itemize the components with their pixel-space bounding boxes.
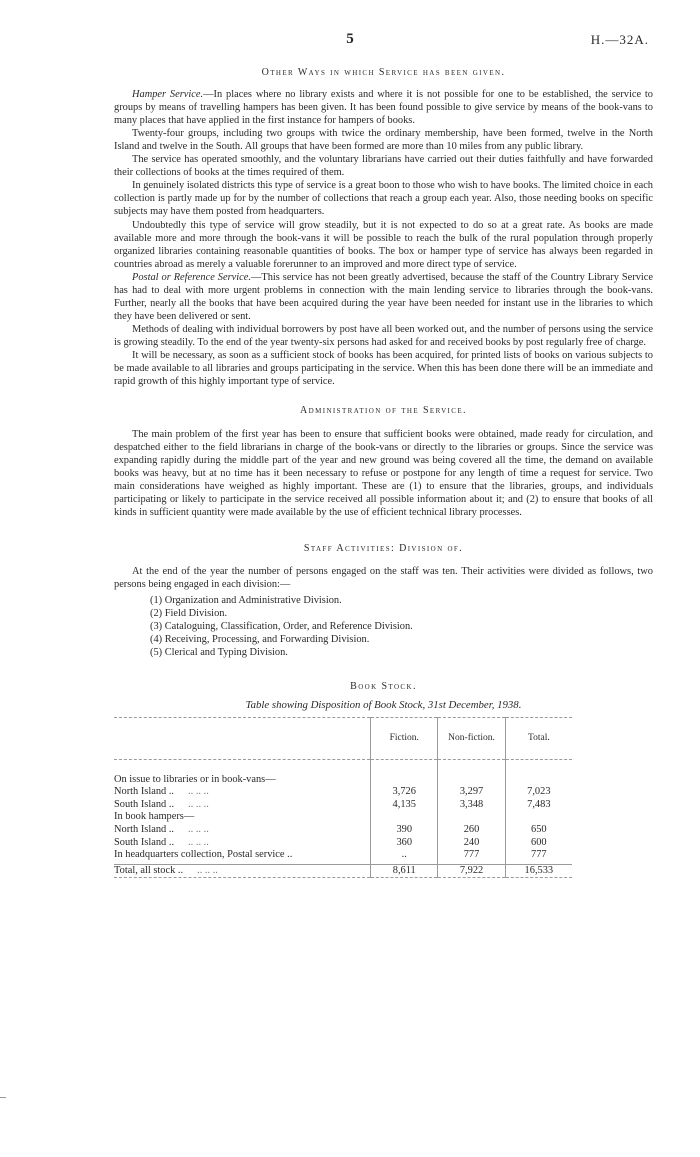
division-item: (3) Cataloguing, Classification, Order, and Reference Division. (150, 620, 413, 632)
table-row (114, 799, 572, 812)
page-content (114, 66, 653, 878)
division-item: (2) Field Division. (150, 607, 228, 619)
table-row (114, 786, 572, 799)
group-label: In book hampers— (114, 811, 195, 823)
cell-nonfiction: 3,348 (438, 799, 505, 812)
header-label-cell (114, 717, 371, 759)
cell-total: 650 (505, 824, 572, 837)
group-label: On issue to libraries or in book-vans— (114, 773, 276, 785)
paragraph: In genuinely isolated districts this type of service is a great boon to those who wish to have books. The limited choice in each collection is partly made up for by the number of collections that reach a group each year. Also, those needing books on specific subjects may have them posted from headquarters. (114, 180, 653, 218)
header-total: Total. (505, 717, 572, 759)
table-caption: Table showing Disposition of Book Stock, 31st December, 1938. (245, 698, 522, 711)
row-label: North Island .. .. .. .. (114, 823, 209, 835)
cell-nonfiction: 3,297 (438, 786, 505, 799)
division-item: (4) Receiving, Processing, and Forwarding Division. (150, 633, 370, 645)
total-fiction: 8,611 (371, 864, 438, 878)
header-nonfiction: Non-fiction. (438, 717, 505, 759)
table-header-row (114, 717, 572, 759)
paragraph-text: —In places where no library exists and where it is not possible for one to be established, the service to groups by means of travelling hampers has been given. It has been found possible to give service by means of the book-vans to many places that have applied in the first instance for hampers of books. (114, 89, 653, 127)
paragraph: Twenty-four groups, including two groups with twice the ordinary membership, have been formed, twelve in the North Island and twelve in the South. All groups that have been formed are more than 10 miles from any public library. (114, 128, 653, 153)
total-nonfiction: 7,922 (438, 864, 505, 878)
row-label: South Island .. .. .. .. (114, 836, 209, 848)
section-heading-administration: Administration of the Service. (300, 405, 467, 417)
section-heading-other-ways: Other Ways in which Service has been given. (261, 67, 506, 78)
row-label: In headquarters collection, Postal service .. (114, 849, 293, 861)
paragraph-lead-italic: Hamper Service. (132, 89, 204, 101)
table-group-row (114, 811, 572, 824)
table-group-row (114, 774, 572, 787)
division-item: (5) Clerical and Typing Division. (150, 646, 288, 658)
section-heading-book-stock: Book Stock. (350, 680, 417, 692)
cell-total: 7,023 (505, 786, 572, 799)
row-label: South Island .. .. .. .. (114, 798, 209, 810)
division-item: (1) Organization and Administrative Division. (150, 594, 342, 606)
cell-nonfiction: 240 (438, 837, 505, 850)
header-fiction: Fiction. (371, 717, 438, 759)
cell-fiction: 3,726 (371, 786, 438, 799)
document-reference: H.—32A. (590, 32, 649, 47)
paragraph-lead-italic: Postal or Reference Service. (132, 271, 251, 283)
total-label: Total, all stock .. .. .. .. (114, 864, 218, 876)
paragraph-postal-service (114, 271, 653, 323)
table-row (114, 837, 572, 850)
paragraph-hamper-service (114, 88, 653, 127)
cell-total: 7,483 (505, 799, 572, 812)
division-list (150, 594, 653, 659)
page-number: 5 (346, 31, 354, 47)
cell-fiction: .. (371, 849, 438, 862)
table-total-row (114, 864, 572, 878)
table-row (114, 849, 572, 862)
cell-fiction: 360 (371, 837, 438, 850)
margin-mark (0, 1097, 6, 1098)
cell-fiction: 4,135 (371, 799, 438, 812)
paragraph: The main problem of the first year has been to ensure that sufficient books were obtained, made ready for circulation, and despatched either to the field librarians in charge of the book-vans or directly to the libraries or groups. Since the service was expanding rapidly during the middle part of the year and new ground was being covered all the time, the demand on available books was heavy, but at no time has it been necessary to refuse or postpone for any length of time a request for service. Two main considerations have weighed as highly important. These are (1) to ensure that the libraries, groups, and individuals participating or likely to participate in the service received all possible information about it; and (2) to ensure that books of all kinds in sufficient quantity were made available by the use of efficient technical library processes. (114, 429, 653, 519)
paragraph: Undoubtedly this type of service will grow steadily, but it is not expected to do so at a great rate. As books are made available more and more through the book-vans it will be possible to reach the bulk of the rural population through properly organized libraries containing reasonable quantities of books. The box or hamper type of service has always been regarded in countries abroad as merely a valuable forerunner to an improved and more direct type of service. (114, 219, 653, 270)
row-label: North Island .. .. .. .. (114, 786, 209, 798)
cell-total: 777 (505, 849, 572, 862)
paragraph: At the end of the year the number of persons engaged on the staff was ten. Their activities were divided as follows, two persons being engaged in each division:— (114, 565, 653, 590)
paragraph: It will be necessary, as soon as a sufficient stock of books has been acquired, for printed lists of books on various subjects to be made available to all libraries and groups participating in the service. When this has been done there will be an immediate and rapid growth of this highly important type of service. (114, 349, 653, 388)
section-heading-staff-activities: Staff Activities: Division of. (303, 542, 464, 554)
book-stock-table (114, 717, 572, 878)
cell-fiction: 390 (371, 824, 438, 837)
total-total: 16,533 (505, 864, 572, 878)
cell-total: 600 (505, 837, 572, 850)
paragraph: The service has operated smoothly, and the voluntary librarians have carried out their duties faithfully and have forwarded their collections of books at the times required of them. (114, 154, 653, 179)
cell-nonfiction: 260 (438, 824, 505, 837)
paragraph-text: —This service has not been greatly advertised, because the staff of the Country Library Service has had to deal with more urgent problems in connection with the main lending service to libraries through the book-vans. Further, nearly all the books that have been acquired during the year have been needed for instant use in the libraries to which they have been delivered or sent. (114, 271, 653, 322)
cell-nonfiction: 777 (438, 849, 505, 862)
table-row (114, 824, 572, 837)
paragraph: Methods of dealing with individual borrowers by post have all been worked out, and the number of persons using the service is growing steadily. To the end of the year twenty-six persons had asked for and received books by post regularly free of charge. (114, 323, 653, 348)
